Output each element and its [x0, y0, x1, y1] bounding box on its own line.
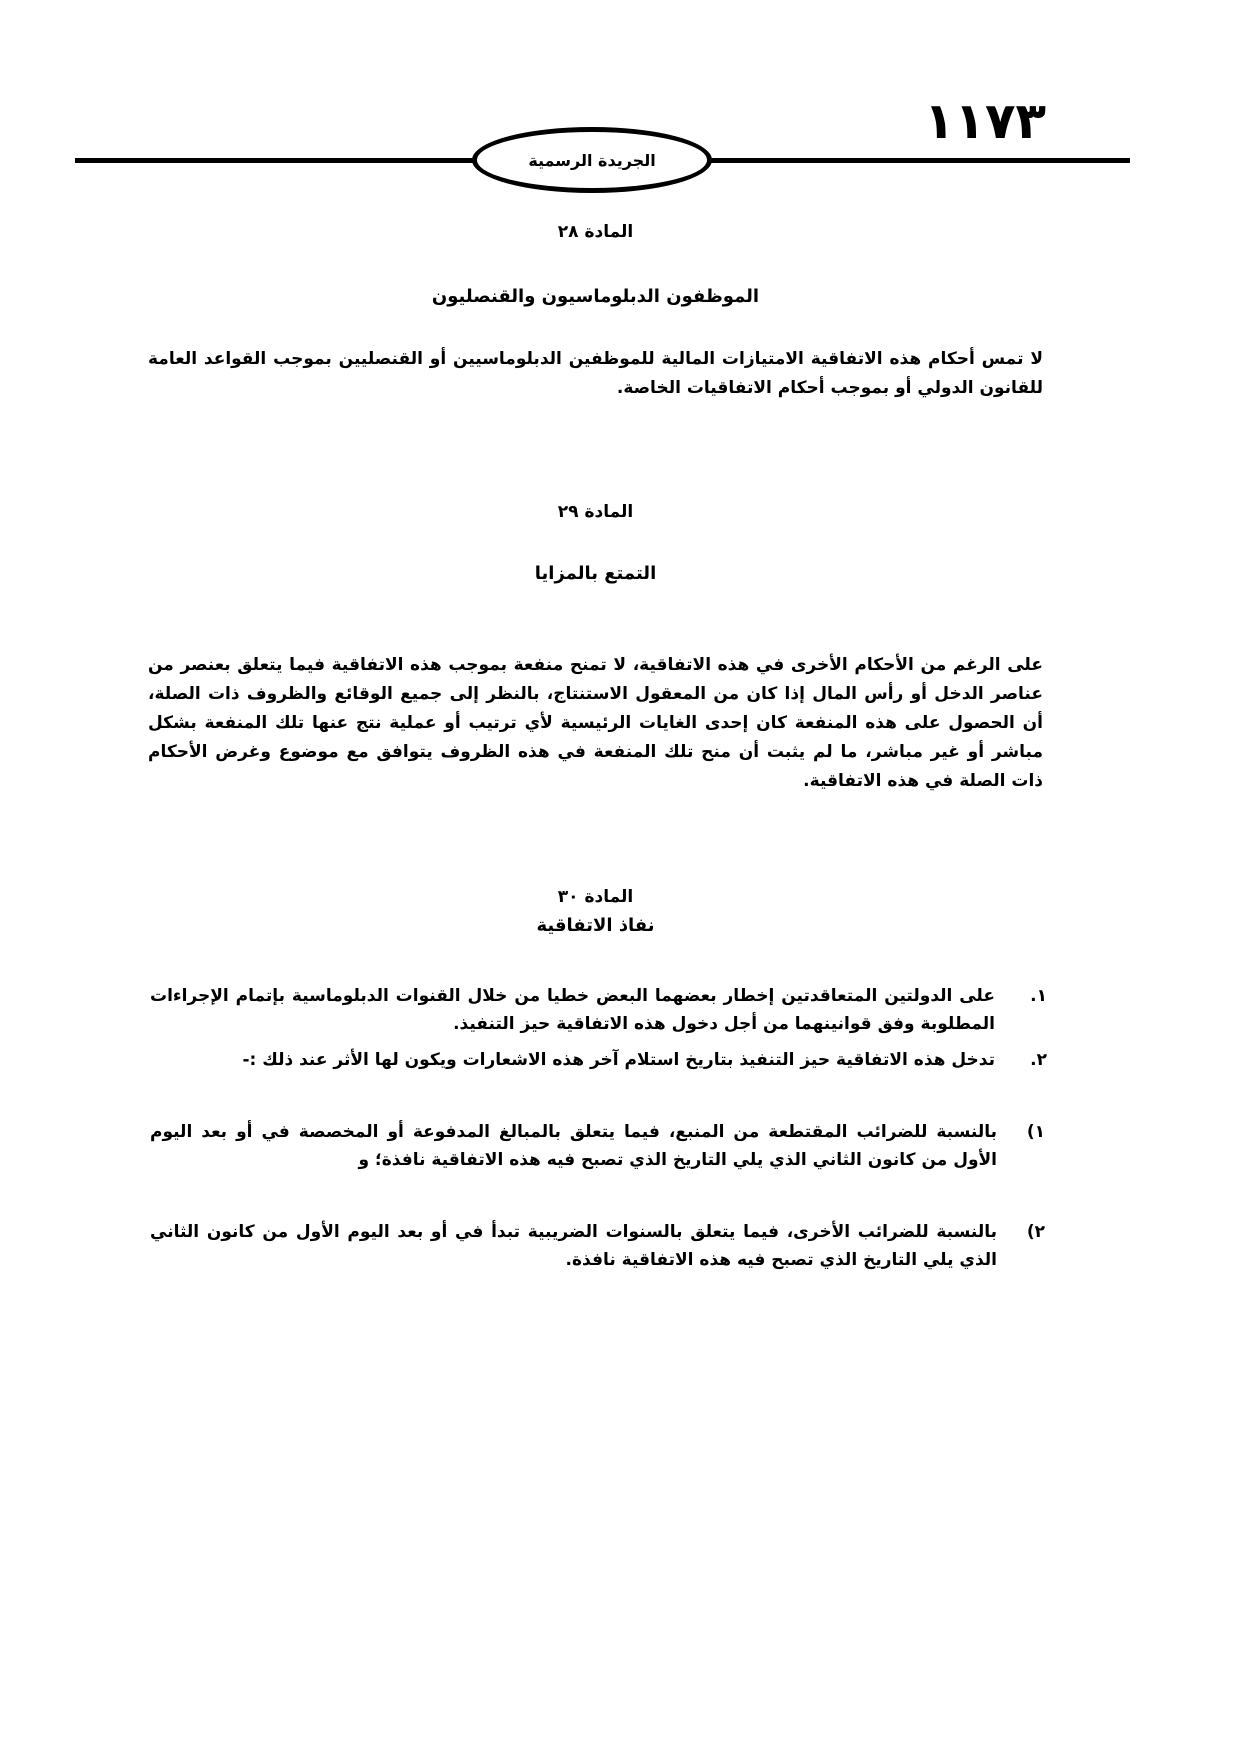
- article-30-heading: نفاذ الاتفاقية: [536, 915, 655, 936]
- subitem-2-text: بالنسبة للضرائب الأخرى، فيما يتعلق بالسنوات الضريبية تبدأ في أو بعد اليوم الأول من كانون الثاني الذي يلي التاريخ الذي تصبح فيه هذه الاتفاقية نافذة.: [150, 1222, 997, 1270]
- item-1-marker: ١.: [1030, 986, 1047, 1006]
- subitem-1-text: بالنسبة للضرائب المقتطعة من المنبع، فيما يتعلق بالمبالغ المدفوعة أو المخصصة في أو بعد اليوم الأول من كانون الثاني الذي يلي التاريخ الذي تصبح فيه هذه الاتفاقية نافذة؛ و: [150, 1122, 997, 1170]
- gazette-label: الجريدة الرسمية: [472, 127, 712, 193]
- page-number: ١١٧٣: [923, 92, 1047, 150]
- article-30-subitem-2: [150, 1218, 1045, 1274]
- article-30-subitem-1: [150, 1118, 1045, 1174]
- item-2-marker: ٢.: [1030, 1050, 1047, 1070]
- article-30-item-2: [150, 1046, 1047, 1074]
- article-28-body: لا تمس أحكام هذه الاتفاقية الامتيازات المالية للموظفين الدبلوماسيين أو القنصليين بموجب القواعد العامة للقانون الدولي أو بموجب أحكام الاتفاقيات الخاصة.: [148, 349, 1043, 398]
- article-28-heading: الموظفون الدبلوماسيون والقنصليون: [431, 286, 760, 307]
- article-29-heading: التمتع بالمزايا: [534, 563, 657, 584]
- subitem-2-marker: ٢): [1026, 1222, 1045, 1242]
- article-29-number: المادة ٢٩: [557, 502, 634, 522]
- article-30-number: المادة ٣٠: [557, 887, 634, 907]
- article-29-body: على الرغم من الأحكام الأخرى في هذه الاتفاقية، لا تمنح منفعة بموجب هذه الاتفاقية فيما يتعلق بعنصر من عناصر الدخل أو رأس المال إذا كان من المعقول الاستنتاج، بالنظر إلى جميع الوقائع والظروف ذات الصلة، أن الحصول على هذه المنفعة كان إحدى الغايات الرئيسية لأي ترتيب أو عملية نتج عنها تلك المنفعة بشكل مباشر أو غير مباشر، ما لم يثبت أن منح تلك المنفعة في هذه الظروف يتوافق مع موضوع وغرض الأحكام ذات الصلة في هذه الاتفاقية.: [148, 655, 1043, 791]
- item-1-text: على الدولتين المتعاقدتين إخطار بعضهما البعض خطيا من خلال القنوات الدبلوماسية بإتمام الإجراءات المطلوبة وفق قوانينهما من أجل دخول هذه الاتفاقية حيز التنفيذ.: [150, 986, 995, 1034]
- subitem-1-marker: ١): [1026, 1122, 1045, 1142]
- article-30-item-1: [150, 982, 1047, 1038]
- article-28-number: المادة ٢٨: [557, 222, 634, 242]
- item-2-text: تدخل هذه الاتفاقية حيز التنفيذ بتاريخ استلام آخر هذه الاشعارات ويكون لها الأثر عند ذلك :-: [242, 1050, 995, 1070]
